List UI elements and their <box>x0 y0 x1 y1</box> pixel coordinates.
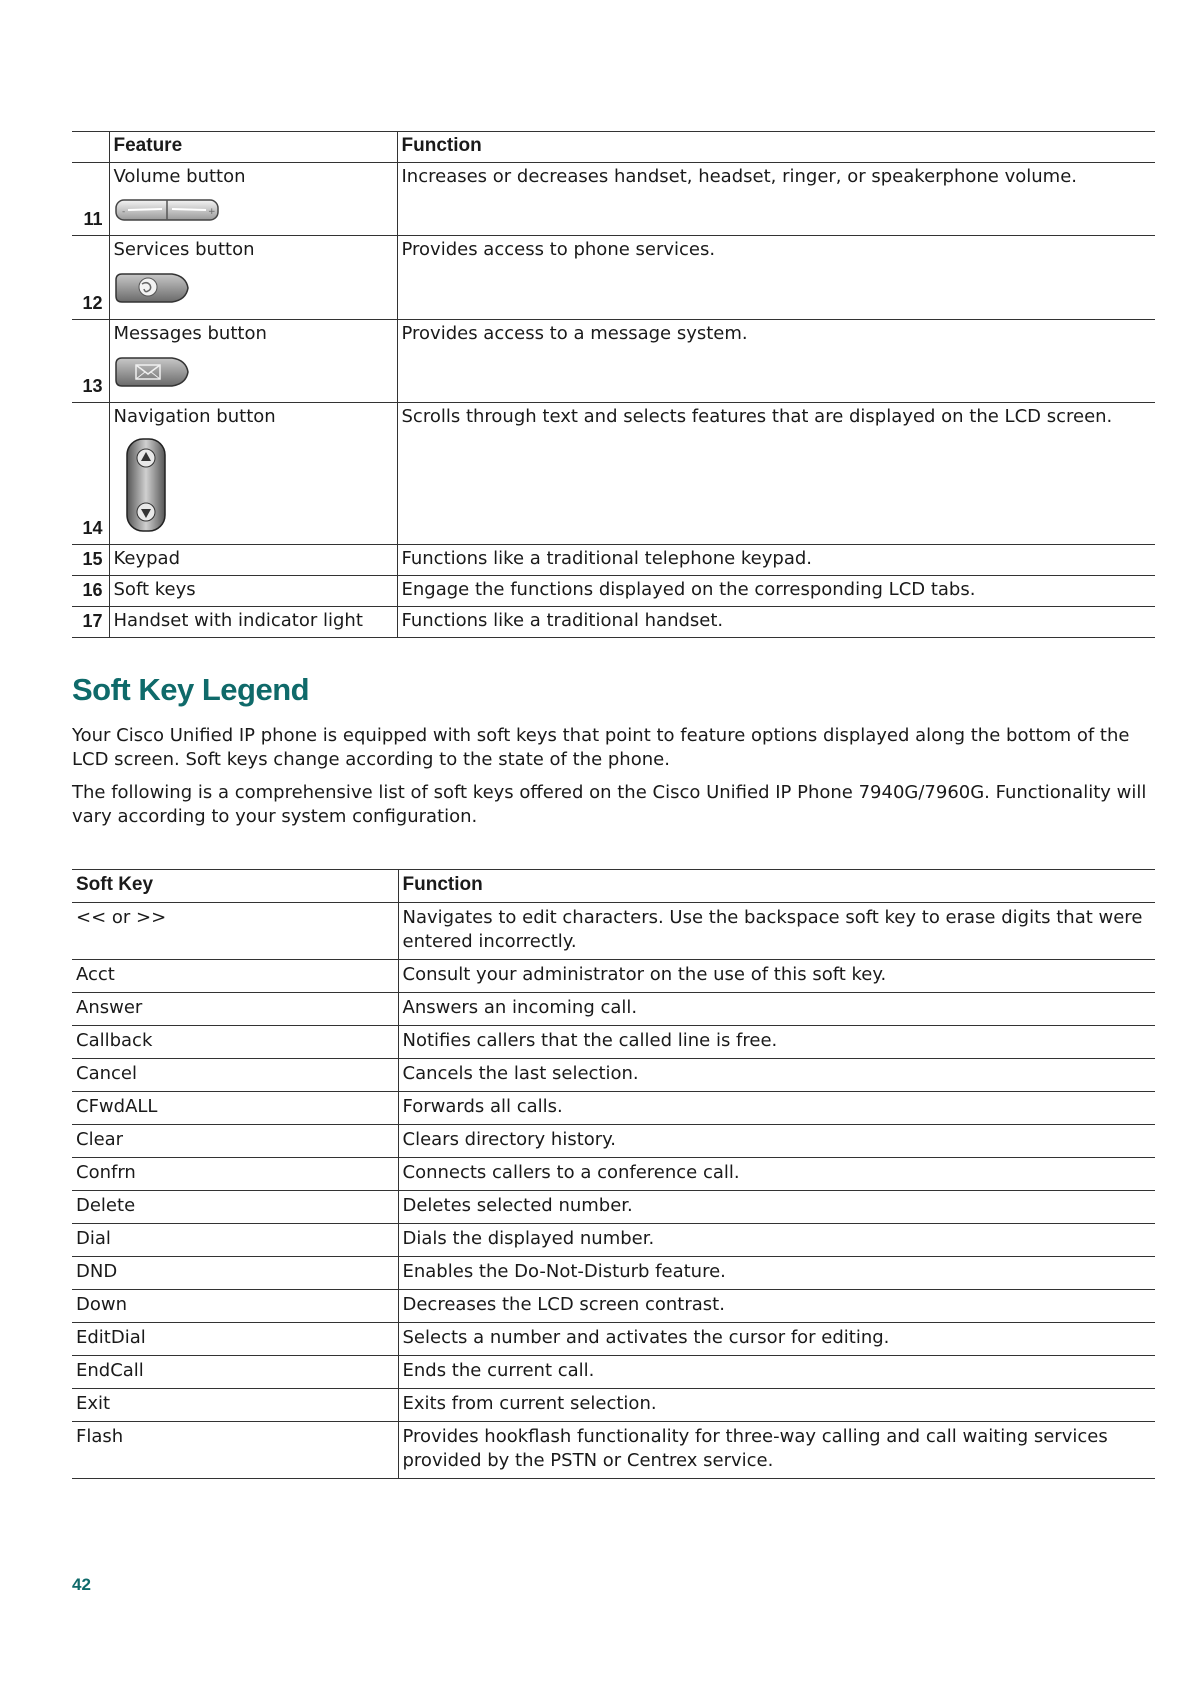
feature-column-header: Feature <box>109 132 397 163</box>
softkey-function: Cancels the last selection. <box>398 1059 1155 1092</box>
table-row <box>72 903 1155 960</box>
feature-cell <box>109 236 397 320</box>
softkey-name: EndCall <box>72 1356 398 1389</box>
function-column-header: Function <box>397 132 1155 163</box>
table-row <box>72 1224 1155 1257</box>
messages-button-icon <box>114 354 393 397</box>
feature-label: Handset with indicator light <box>109 607 397 638</box>
softkey-name: DND <box>72 1257 398 1290</box>
softkey-function: Notifies callers that the called line is free. <box>398 1026 1155 1059</box>
function-cell: Provides access to phone services. <box>397 236 1155 320</box>
row-number: 17 <box>72 607 109 638</box>
table-row <box>72 1323 1155 1356</box>
softkey-function: Exits from current selection. <box>398 1389 1155 1422</box>
function-cell: Increases or decreases handset, headset, ringer, or speakerphone volume. <box>397 163 1155 236</box>
table-row <box>72 1191 1155 1224</box>
table-row <box>72 1290 1155 1323</box>
navigation-button-icon <box>124 437 393 540</box>
section-title: Soft Key Legend <box>72 672 310 707</box>
number-column-header <box>72 132 109 163</box>
softkey-name: Down <box>72 1290 398 1323</box>
softkey-name: Clear <box>72 1125 398 1158</box>
softkey-name: Cancel <box>72 1059 398 1092</box>
feature-label: Keypad <box>109 545 397 576</box>
intro-paragraph: The following is a comprehensive list of soft keys offered on the Cisco Unified IP Phone 7940G/7960G. Functionality will vary according to your system configuration. <box>72 782 1147 827</box>
softkey-function: Forwards all calls. <box>398 1092 1155 1125</box>
volume-button-icon <box>114 197 393 230</box>
table-row <box>72 1092 1155 1125</box>
table-row <box>72 1389 1155 1422</box>
function-cell: Scrolls through text and selects features that are displayed on the LCD screen. <box>397 403 1155 545</box>
softkey-function: Connects callers to a conference call. <box>398 1158 1155 1191</box>
services-button-icon <box>114 270 393 313</box>
softkey-name: Dial <box>72 1224 398 1257</box>
table-row <box>72 236 1155 320</box>
table-row <box>72 1059 1155 1092</box>
feature-label: Services button <box>113 239 255 260</box>
softkey-function: Answers an incoming call. <box>398 993 1155 1026</box>
page-number: 42 <box>72 1575 91 1594</box>
function-cell: Engage the functions displayed on the corresponding LCD tabs. <box>397 576 1155 607</box>
row-number: 12 <box>72 236 109 320</box>
svg-text:+: + <box>207 207 216 217</box>
softkey-function: Consult your administrator on the use of this soft key. <box>398 960 1155 993</box>
row-number: 16 <box>72 576 109 607</box>
softkey-function: Enables the Do-Not-Disturb feature. <box>398 1257 1155 1290</box>
table-row <box>72 1422 1155 1479</box>
softkey-function: Decreases the LCD screen contrast. <box>398 1290 1155 1323</box>
function-cell: Functions like a traditional telephone keypad. <box>397 545 1155 576</box>
softkey-name: Flash <box>72 1422 398 1479</box>
table-row <box>72 320 1155 403</box>
intro-paragraph: Your Cisco Unified IP phone is equipped with soft keys that point to feature options displayed along the bottom of the LCD screen. Soft keys change according to the state of the phone. <box>72 725 1130 770</box>
feature-table <box>72 131 1155 638</box>
table-row <box>72 403 1155 545</box>
softkey-table <box>72 869 1155 1479</box>
feature-label: Soft keys <box>109 576 397 607</box>
feature-cell <box>109 320 397 403</box>
table-row <box>72 993 1155 1026</box>
softkey-name: Exit <box>72 1389 398 1422</box>
softkey-name: CFwdALL <box>72 1092 398 1125</box>
softkey-name: Answer <box>72 993 398 1026</box>
softkey-name: << or >> <box>72 903 398 960</box>
feature-table-header <box>72 132 1155 163</box>
feature-label: Volume button <box>113 166 246 187</box>
table-row <box>72 607 1155 638</box>
softkey-name: Callback <box>72 1026 398 1059</box>
table-row <box>72 1125 1155 1158</box>
function-cell: Provides access to a message system. <box>397 320 1155 403</box>
softkey-function: Ends the current call. <box>398 1356 1155 1389</box>
table-row <box>72 1257 1155 1290</box>
table-row <box>72 1158 1155 1191</box>
table-row <box>72 960 1155 993</box>
softkey-function: Dials the displayed number. <box>398 1224 1155 1257</box>
softkey-name: Delete <box>72 1191 398 1224</box>
document-page <box>72 131 1155 1479</box>
softkey-function: Deletes selected number. <box>398 1191 1155 1224</box>
function-cell: Functions like a traditional handset. <box>397 607 1155 638</box>
feature-cell <box>109 403 397 545</box>
row-number: 14 <box>72 403 109 545</box>
softkey-function: Provides hookflash functionality for three-way calling and call waiting services provided by the PSTN or Centrex service. <box>398 1422 1155 1479</box>
row-number: 15 <box>72 545 109 576</box>
table-row <box>72 1356 1155 1389</box>
feature-label: Messages button <box>113 323 267 344</box>
softkey-function: Clears directory history. <box>398 1125 1155 1158</box>
table-row <box>72 163 1155 236</box>
feature-cell <box>109 163 397 236</box>
row-number: 11 <box>72 163 109 236</box>
softkey-function: Navigates to edit characters. Use the backspace soft key to erase digits that were entered incorrectly. <box>398 903 1155 960</box>
row-number: 13 <box>72 320 109 403</box>
softkey-name: Acct <box>72 960 398 993</box>
feature-label: Navigation button <box>113 406 276 427</box>
softkey-name: Confrn <box>72 1158 398 1191</box>
softkey-function: Selects a number and activates the cursor for editing. <box>398 1323 1155 1356</box>
table-row <box>72 1026 1155 1059</box>
softkey-column-header: Soft Key <box>72 870 398 903</box>
softkey-name: EditDial <box>72 1323 398 1356</box>
function-column-header: Function <box>398 870 1155 903</box>
softkey-table-header <box>72 870 1155 903</box>
table-row <box>72 576 1155 607</box>
svg-text:-: - <box>121 207 125 217</box>
table-row <box>72 545 1155 576</box>
